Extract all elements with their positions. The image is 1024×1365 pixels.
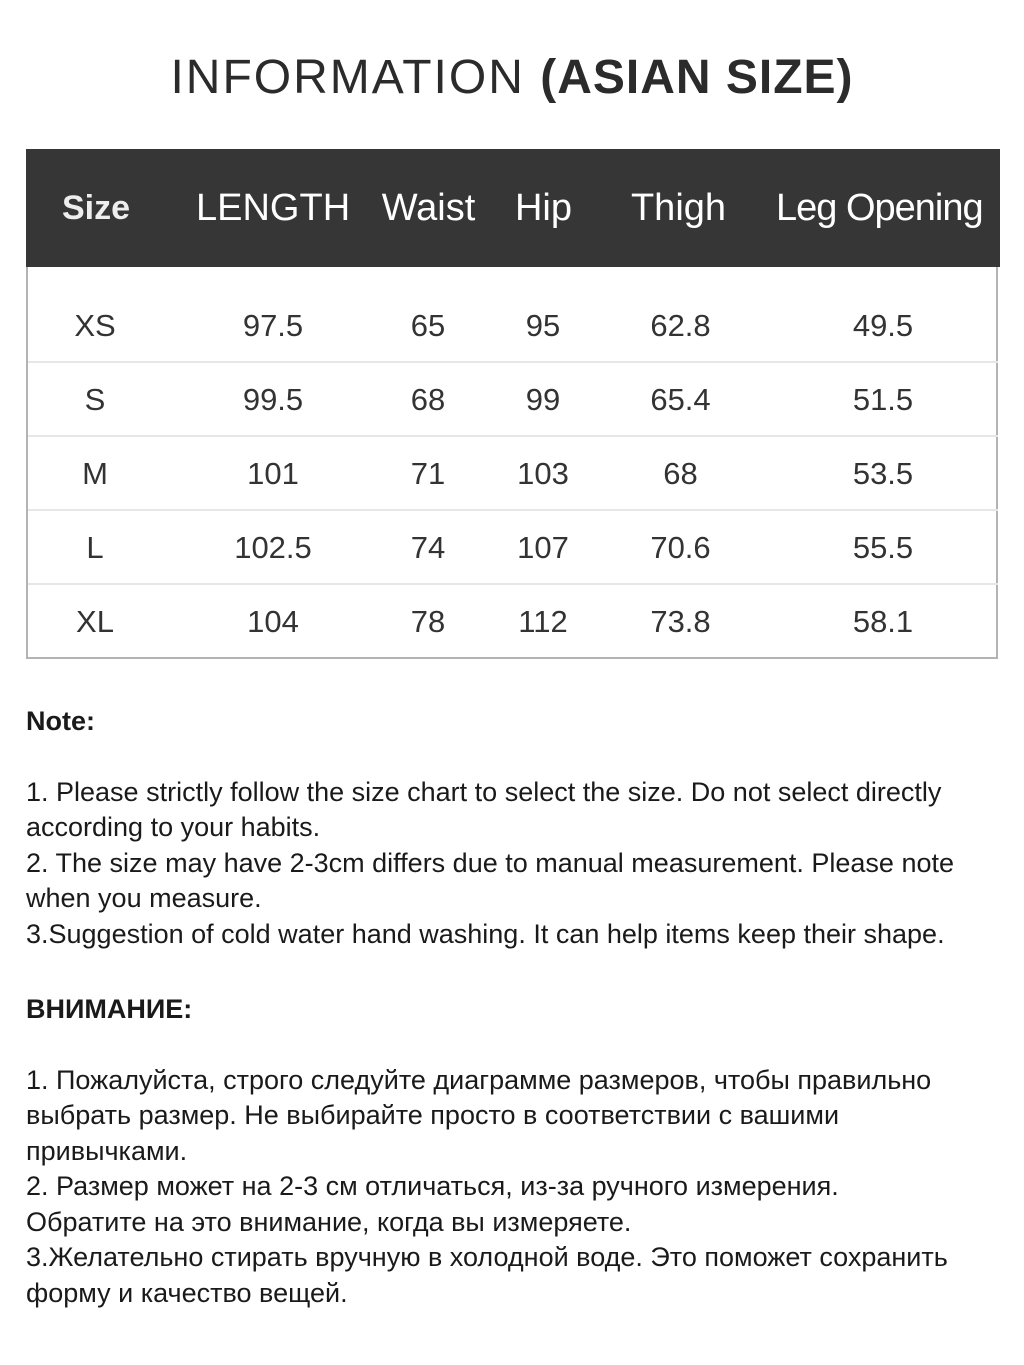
header-waist: Waist [381,187,476,229]
cell-waist: 68 [410,382,446,417]
cell-size: M [82,456,108,491]
cell-size: XL [76,604,114,639]
table-row [28,511,998,585]
size-table [26,149,998,659]
note-line: 2. The size may have 2-3cm differs due to manual measurement. Please note [26,847,954,878]
cell-hip: 99 [525,382,561,417]
cell-length: 104 [247,604,299,639]
cell-waist: 71 [410,456,446,491]
cell-size: S [84,382,106,417]
cell-leg-opening: 49.5 [852,308,914,343]
header-leg-opening: Leg Opening [776,187,983,229]
cell-thigh: 68 [663,456,698,491]
header-hip: Hip [514,187,573,229]
cell-thigh: 62.8 [650,308,711,343]
note-english [26,704,1006,952]
table-row [28,437,998,511]
cell-thigh: 73.8 [650,604,711,639]
title-light: INFORMATION [170,51,541,104]
cell-hip: 95 [525,308,561,343]
cell-size: L [86,530,104,565]
cell-waist: 74 [410,530,446,565]
note-line: 3.Suggestion of cold water hand washing. It can help items keep their shape. [26,918,945,949]
note-heading: ВНИМАНИЕ: [26,994,193,1024]
note-line: according to your habits. [26,812,321,842]
page-title [0,50,1024,105]
cell-hip: 112 [518,604,568,639]
note-line: Обратите на это внимание, когда вы измеряете. [26,1206,632,1237]
note-line: привычками. [26,1135,188,1166]
cell-thigh: 70.6 [650,530,711,565]
cell-length: 102.5 [234,530,312,565]
title-bold: (ASIAN SIZE) [540,51,854,104]
note-line: выбрать размер. Не выбирайте просто в соответствии с вашими [26,1100,840,1130]
note-line: 3.Желательно стирать вручную в холодной воде. Это поможет сохранить [26,1242,948,1272]
note-heading: Note: [26,706,95,736]
note-line: 2. Размер может на 2-3 см отличаться, из-за ручного измерения. [26,1171,839,1201]
header-length: LENGTH [196,187,351,229]
note-line: 1. Please strictly follow the size chart to select the size. Do not select directly [26,776,942,807]
cell-hip: 103 [517,456,569,491]
cell-waist: 65 [410,308,446,343]
table-row [28,363,998,437]
note-line: when you measure. [26,883,262,913]
cell-leg-opening: 58.1 [852,604,914,639]
cell-thigh: 65.4 [650,382,711,417]
note-line: 1. Пожалуйста, строго следуйте диаграмме размеров, чтобы правильно [26,1064,932,1095]
table-row [28,585,998,659]
note-russian [26,992,1006,1311]
cell-leg-opening: 53.5 [852,456,914,491]
cell-size: XS [74,308,116,343]
header-thigh: Thigh [630,187,727,229]
cell-waist: 78 [410,604,446,639]
cell-leg-opening: 55.5 [852,530,914,565]
note-line: форму и качество вещей. [26,1277,348,1308]
cell-hip: 107 [517,530,569,565]
cell-length: 99.5 [242,382,304,417]
cell-length: 101 [247,456,299,491]
header-size: Size [61,189,131,227]
cell-leg-opening: 51.5 [852,382,914,417]
table-header [26,149,1000,267]
table-row [28,289,998,363]
cell-length: 97.5 [242,308,304,343]
